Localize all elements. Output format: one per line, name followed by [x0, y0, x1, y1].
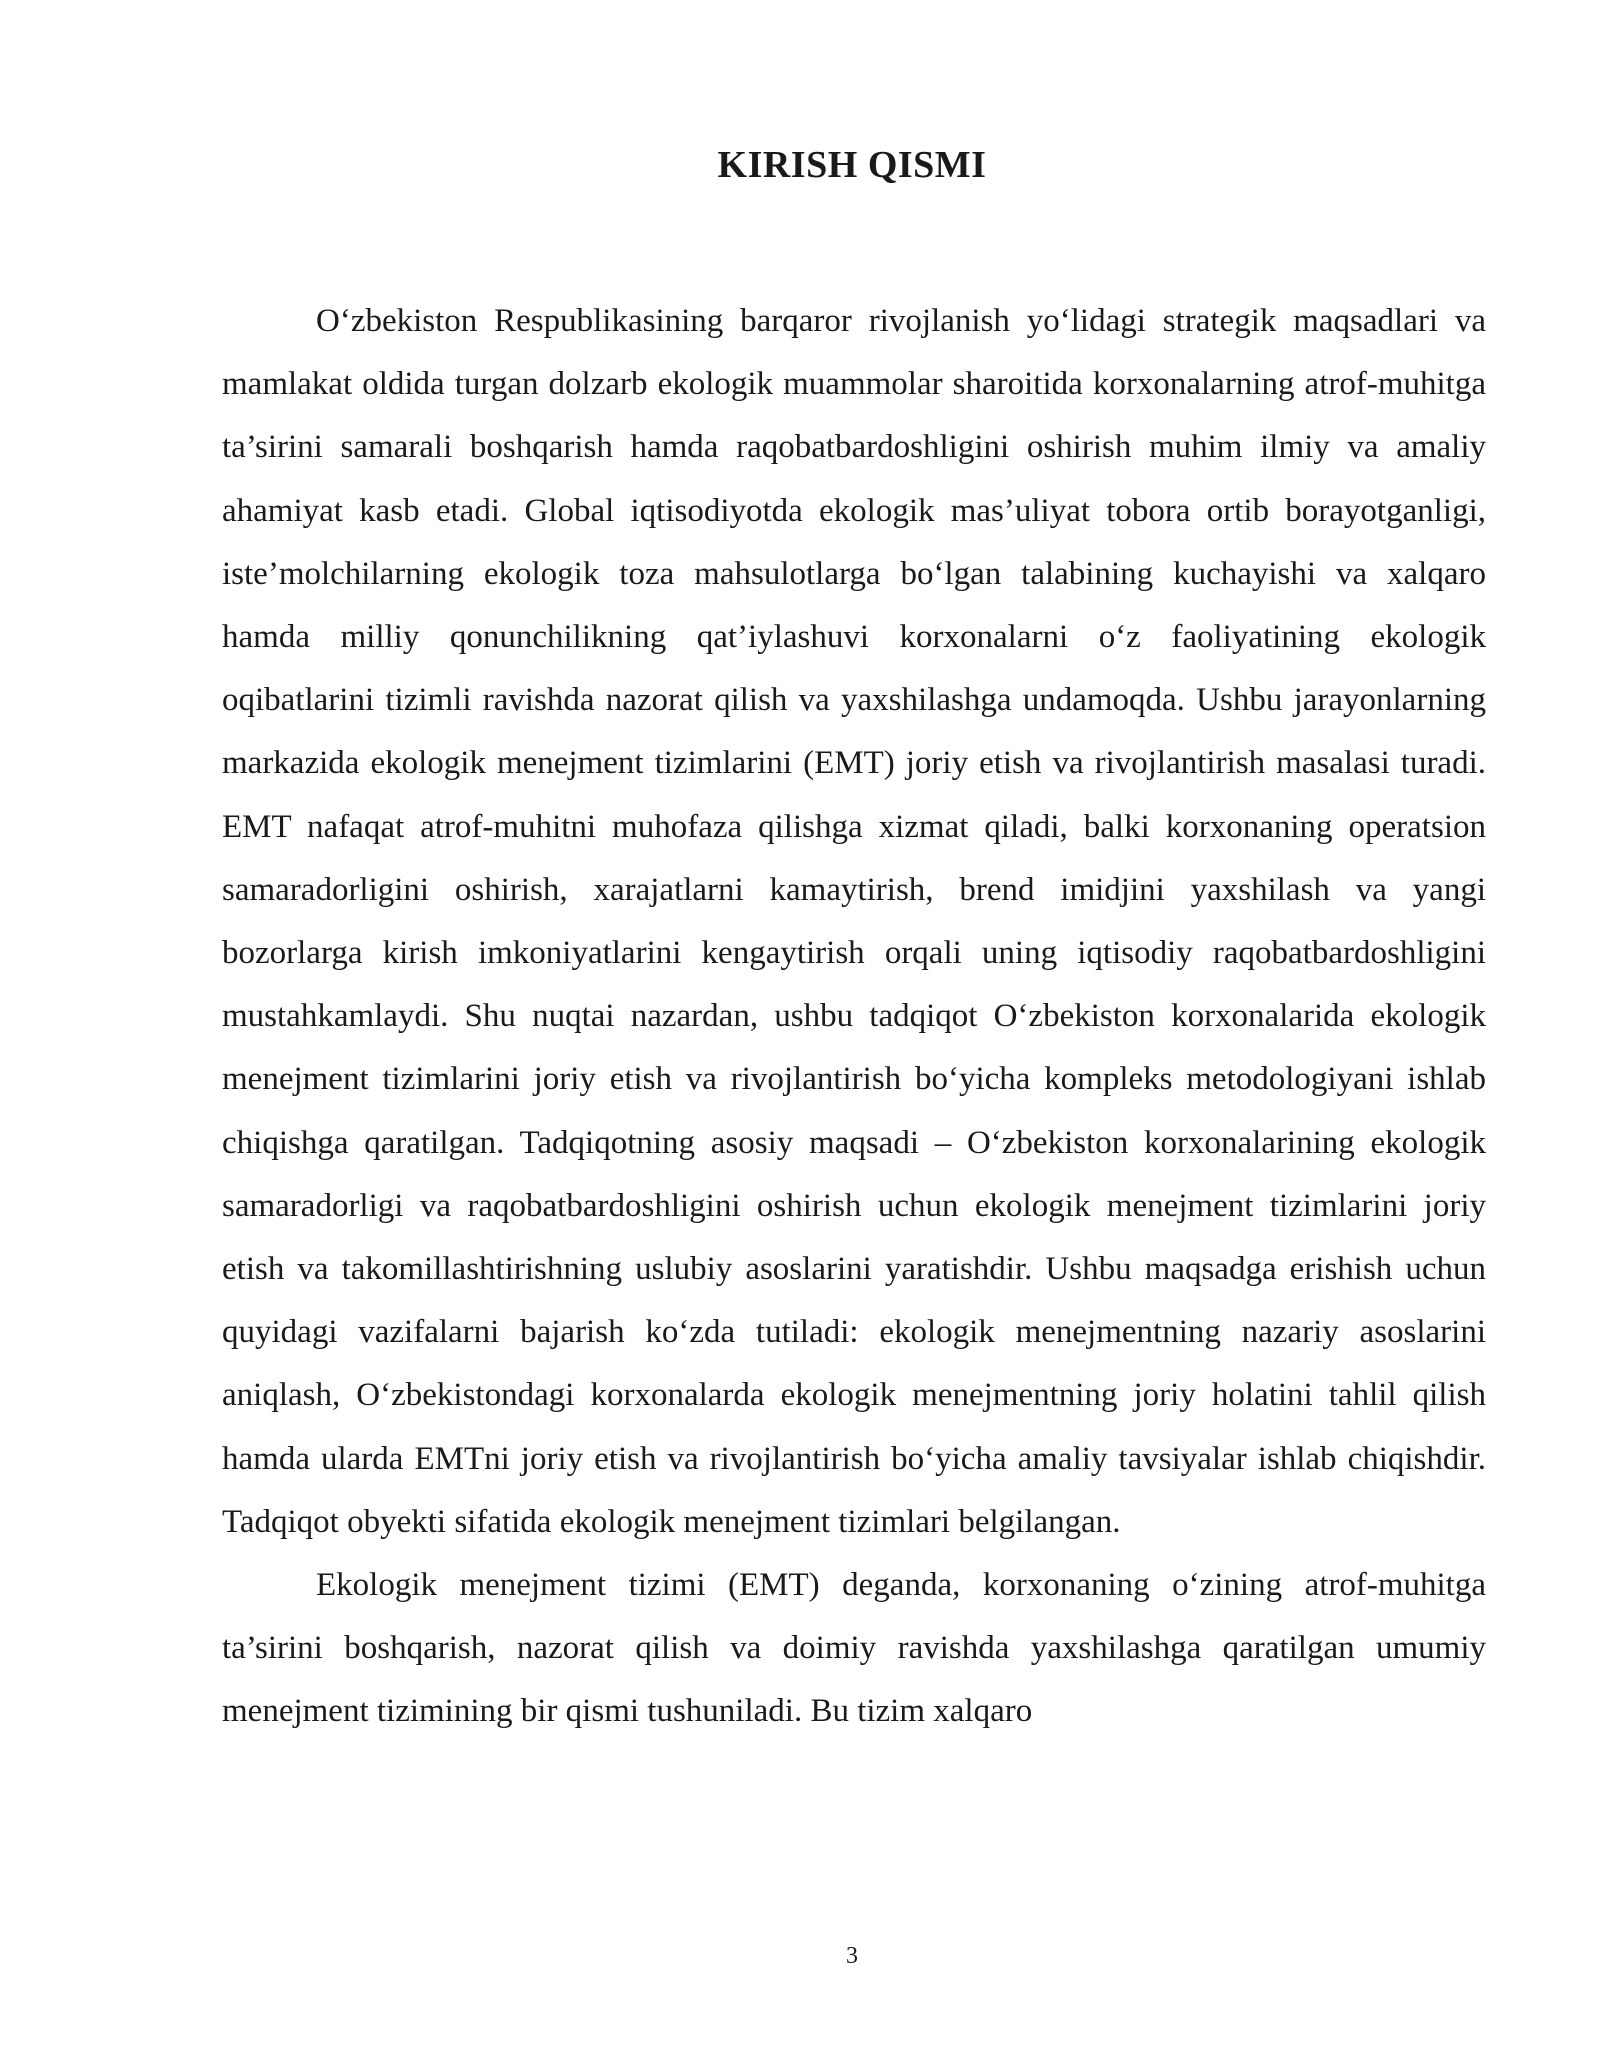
paragraph-1: O‘zbekiston Respublikasining barqaror rivojlanish yo‘lidagi strategik maqsadlari va mamlakat oldida turgan dolzarb ekologik muammolar sharoitida korxonalarning atrof-muhitga ta’sirini samarali boshqarish hamda raqobatbardoshligini oshirish muhim ilmiy va amaliy ahamiyat kasb etadi. Global iqtisodiyotda ekologik mas’uliyat tobora ortib borayotganligi, iste’molchilarning ekologik toza mahsulotlarga bo‘lgan talabining kuchayishi va xalqaro hamda milliy qonunchilikning qat’iylashuvi korxonalarni o‘z faoliyatining ekologik oqibatlarini tizimli ravishda nazorat qilish va yaxshilashga undamoqda. Ushbu jarayonlarning markazida ekologik menejment tizimlarini (EMT) joriy etish va rivojlantirish masalasi turadi. EMT nafaqat atrof-muhitni muhofaza qilishga xizmat qiladi, balki korxonaning operatsion samaradorligini oshirish, xarajatlarni kamaytirish, brend imidjini yaxshilash va yangi bozorlarga kirish imkoniyatlarini kengaytirish orqali uning iqtisodiy raqobatbardoshligini mustahkamlaydi. Shu nuqtai nazardan, ushbu tadqiqot O‘zbekiston korxonalarida ekologik menejment tizimlarini joriy etish va rivojlantirish bo‘yicha kompleks metodologiyani ishlab chiqishga qaratilgan. Tadqiqotning asosiy maqsadi – O‘zbekiston korxonalarining ekologik samaradorligi va raqobatbardoshligini oshirish uchun ekologik menejment tizimlarini joriy etish va takomillashtirishning uslubiy asoslarini yaratishdir. Ushbu maqsadga erishish uchun quyidagi vazifalarni bajarish ko‘zda tutiladi: ekologik menejmentning nazariy asoslarini aniqlash, O‘zbekistondagi korxonalarda ekologik menejmentning joriy holatini tahlil qilish hamda ularda EMTni joriy etish va rivojlantirish bo‘yicha amaliy tavsiyalar ishlab chiqishdir. Tadqiqot obyekti sifatida ekologik menejment tizimlari belgilangan.	[222, 303, 1486, 1540]
body-text	[222, 290, 1486, 1744]
paragraph-2: Ekologik menejment tizimi (EMT) deganda, korxonaning o‘zining atrof-muhitga ta’sirini boshqarish, nazorat qilish va doimiy ravishda yaxshilashga qaratilgan umumiy menejment tizimining bir qismi tushuniladi. Bu tizim xalqaro	[222, 1567, 1486, 1730]
page-number: 3	[846, 1943, 858, 1969]
page-title: KIRISH QISMI	[717, 144, 987, 186]
